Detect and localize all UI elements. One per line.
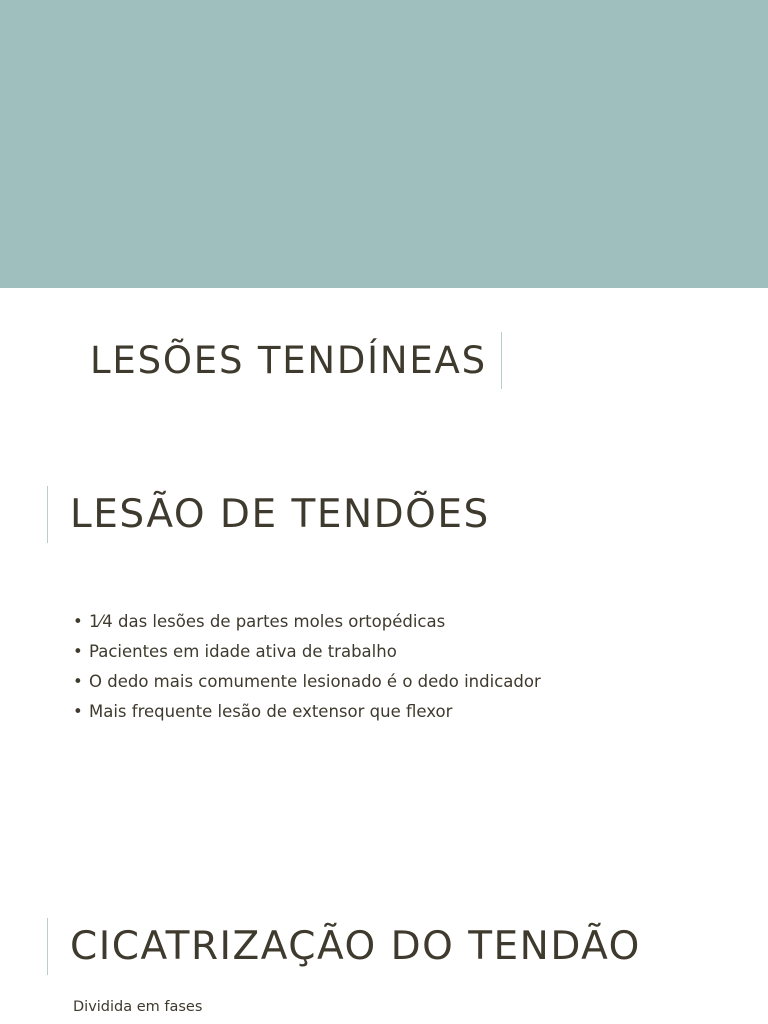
bullet-marker: • (73, 702, 83, 721)
slide-subtitle: Dividida em fases (73, 999, 203, 1015)
list-item (73, 669, 541, 699)
list-item (73, 609, 541, 639)
bullet-text: Pacientes em idade ativa de trabalho (89, 642, 397, 661)
bullet-marker: • (73, 642, 83, 661)
bullet-text: O dedo mais comumente lesionado é o dedo indicador (89, 672, 541, 691)
slide-title-lesao-de-tendoes: LESÃO DE TENDÕES (47, 486, 490, 543)
bullet-marker: • (73, 612, 83, 631)
bullet-marker: • (73, 672, 83, 691)
slide-title-cicatrizacao: CICATRIZAÇÃO DO TENDÃO (47, 918, 641, 975)
list-item (73, 639, 541, 669)
bullet-text: 1⁄4 das lesões de partes moles ortopédicas (89, 612, 446, 631)
title-slide-banner (0, 0, 768, 288)
bullet-text: Mais frequente lesão de extensor que flexor (89, 702, 453, 721)
list-item (73, 699, 541, 729)
slide-title-lesoes-tendineas: LESÕES TENDÍNEAS (90, 332, 502, 389)
bullet-list (73, 609, 541, 729)
